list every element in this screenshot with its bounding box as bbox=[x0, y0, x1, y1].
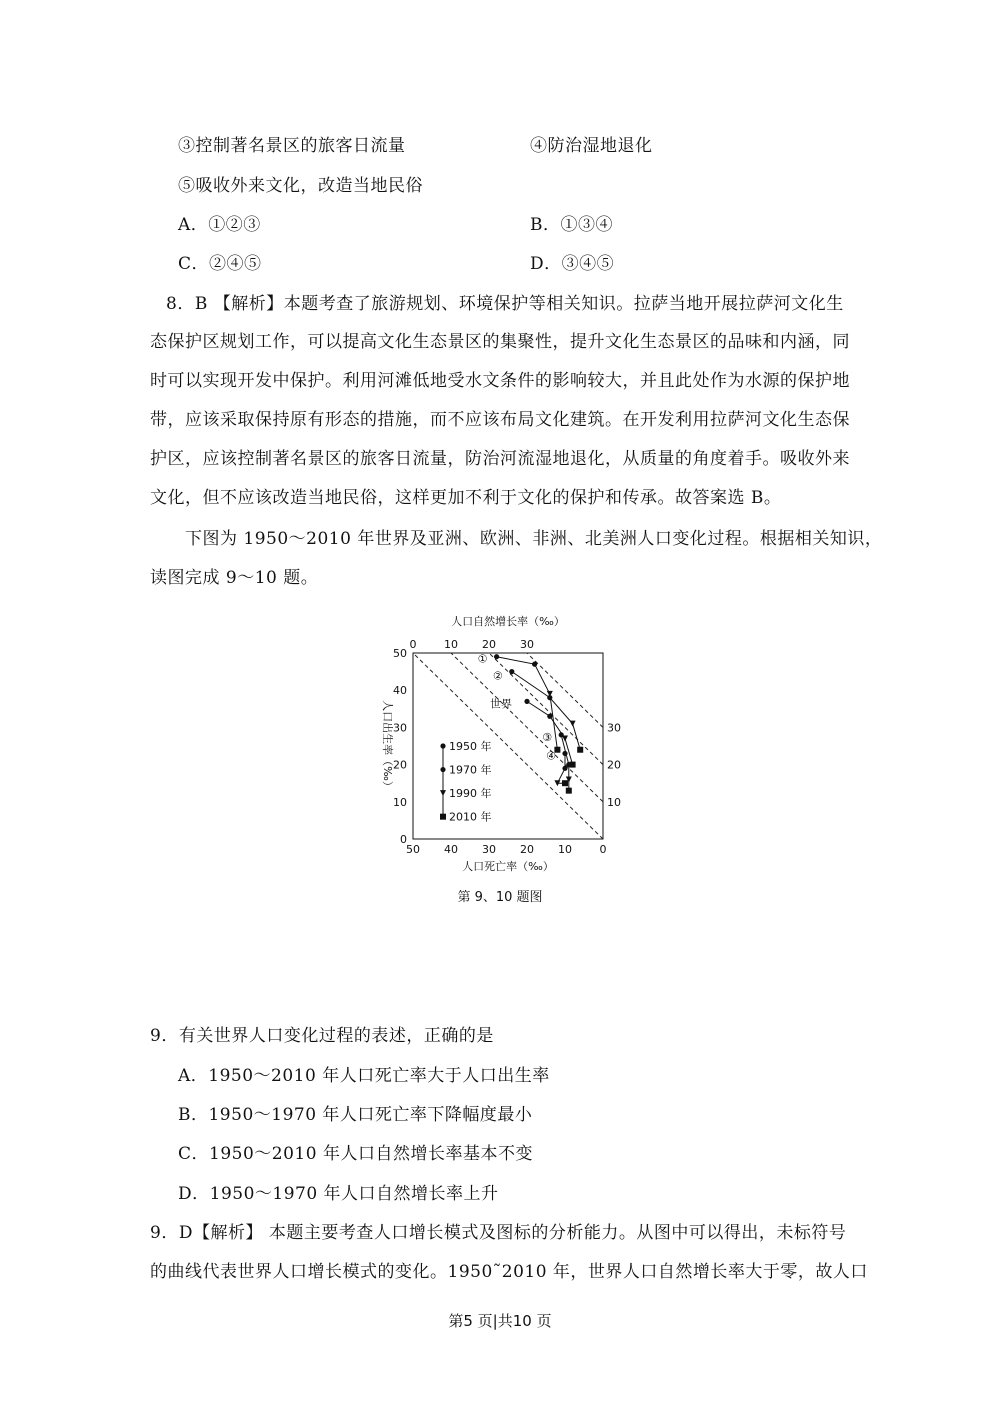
option-3: ③控制著名景区的旅客日流量 bbox=[178, 136, 406, 156]
answer8-line: 护区，应该控制著名景区的旅客日流量，防治河流湿地退化，从质量的角度着手。吸收外来 bbox=[150, 449, 850, 469]
point-marker bbox=[494, 654, 499, 659]
point-marker bbox=[570, 721, 576, 727]
x-tick-label: 30 bbox=[482, 843, 496, 856]
choice-a: A．①②③ bbox=[178, 215, 261, 235]
point-marker bbox=[524, 699, 529, 704]
option-4: ④防治湿地退化 bbox=[530, 136, 653, 156]
intro-line: 下图为 1950～2010 年世界及亚洲、欧洲、非洲、北美洲人口变化过程。根据相关知识， bbox=[185, 529, 883, 549]
q9-choice-c: C．1950～2010 年人口自然增长率基本不变 bbox=[178, 1144, 533, 1164]
y-tick-label: 0 bbox=[400, 833, 407, 846]
y-tick-label: 50 bbox=[393, 647, 407, 660]
top-tick-label: 20 bbox=[482, 638, 496, 651]
x-tick-label: 50 bbox=[406, 843, 420, 856]
page-footer: 第5 页|共10 页 bbox=[448, 1312, 552, 1330]
answer8-line: 8．B 【解析】本题考查了旅游规划、环境保护等相关知识。拉萨当地开展拉萨河文化生 bbox=[166, 294, 844, 314]
x-axis-label: 人口死亡率（‰） bbox=[462, 860, 554, 873]
point-marker bbox=[440, 790, 446, 796]
top-tick-label: 0 bbox=[409, 638, 417, 651]
legend-label: 2010 年 bbox=[449, 810, 492, 824]
point-marker bbox=[440, 743, 445, 748]
option-5: ⑤吸收外来文化，改造当地民俗 bbox=[178, 176, 423, 196]
point-marker bbox=[559, 732, 564, 737]
right-tick-label: 10 bbox=[607, 795, 621, 809]
legend-label: 1990 年 bbox=[449, 787, 492, 801]
q9-stem: 9．有关世界人口变化过程的表述，正确的是 bbox=[150, 1026, 494, 1046]
isoline-20 bbox=[413, 605, 603, 765]
point-marker bbox=[440, 814, 446, 820]
top-tick-label: 10 bbox=[444, 638, 458, 651]
point-marker bbox=[566, 788, 572, 794]
answer9-line: 9．D【解析】 本题主要考查人口增长模式及图标的分析能力。从图中可以得出，未标符号 bbox=[150, 1223, 847, 1243]
choice-c: C．②④⑤ bbox=[178, 254, 262, 274]
y-tick-label: 20 bbox=[393, 758, 407, 772]
answer8-line: 带，应该采取保持原有形态的措施，而不应该布局文化建筑。在开发利用拉萨河文化生态保 bbox=[150, 410, 850, 430]
q9-choice-a: A．1950～2010 年人口死亡率大于人口出生率 bbox=[178, 1066, 550, 1086]
legend-label: 1950 年 bbox=[449, 740, 492, 753]
chart-title: 人口自然增长率（‰） bbox=[451, 615, 565, 628]
y-tick-label: 40 bbox=[393, 684, 407, 698]
right-tick-label: 20 bbox=[607, 758, 621, 772]
point-marker bbox=[547, 695, 552, 700]
answer8-line: 时可以实现开发中保护。利用河滩低地受水文条件的影响较大，并且此处作为水源的保护地 bbox=[150, 371, 850, 391]
point-marker bbox=[440, 767, 445, 772]
point-marker bbox=[509, 669, 514, 674]
figure-caption: 第 9、10 题图 bbox=[457, 890, 543, 905]
series-label: ④ bbox=[546, 749, 556, 763]
series-label: ③ bbox=[542, 730, 553, 744]
choice-b: B．①③④ bbox=[530, 215, 613, 235]
legend-label: 1970 年 bbox=[449, 763, 492, 777]
y-tick-label: 10 bbox=[393, 795, 407, 809]
point-marker bbox=[562, 751, 567, 756]
x-tick-label: 10 bbox=[558, 843, 572, 856]
y-axis-label: 人口出生率（‰） bbox=[381, 700, 394, 792]
x-tick-label: 0 bbox=[599, 843, 607, 856]
choice-d: D．③④⑤ bbox=[530, 254, 615, 274]
x-tick-label: 40 bbox=[444, 843, 458, 856]
intro-line: 读图完成 9～10 题。 bbox=[150, 568, 319, 588]
series-label: ② bbox=[492, 669, 503, 683]
right-tick-label: 30 bbox=[607, 721, 621, 735]
q9-choice-d: D．1950～1970 年人口自然增长率上升 bbox=[178, 1184, 499, 1204]
answer9-line: 的曲线代表世界人口增长模式的变化。1950˜2010 年，世界人口自然增长率大于零，故人口 bbox=[150, 1262, 868, 1282]
point-marker bbox=[532, 662, 537, 667]
point-marker bbox=[577, 747, 583, 753]
point-marker bbox=[547, 714, 552, 719]
point-marker bbox=[562, 766, 567, 771]
q9-choice-b: B．1950～1970 年人口死亡率下降幅度最小 bbox=[178, 1105, 533, 1125]
answer8-line: 文化，但不应该改造当地民俗，这样更加不利于文化的保护和传承。故答案选 B。 bbox=[150, 488, 782, 508]
y-tick-label: 30 bbox=[393, 721, 407, 735]
top-tick-label: 30 bbox=[520, 638, 534, 651]
point-marker bbox=[562, 780, 568, 786]
series-label: 世界 bbox=[490, 697, 512, 711]
population-chart bbox=[360, 605, 650, 880]
x-tick-label: 20 bbox=[520, 843, 534, 856]
answer8-line: 态保护区规划工作，可以提高文化生态景区的集聚性，提升文化生态景区的品味和内涵，同 bbox=[150, 332, 850, 352]
point-marker bbox=[566, 762, 571, 767]
series-label: ① bbox=[477, 652, 488, 666]
